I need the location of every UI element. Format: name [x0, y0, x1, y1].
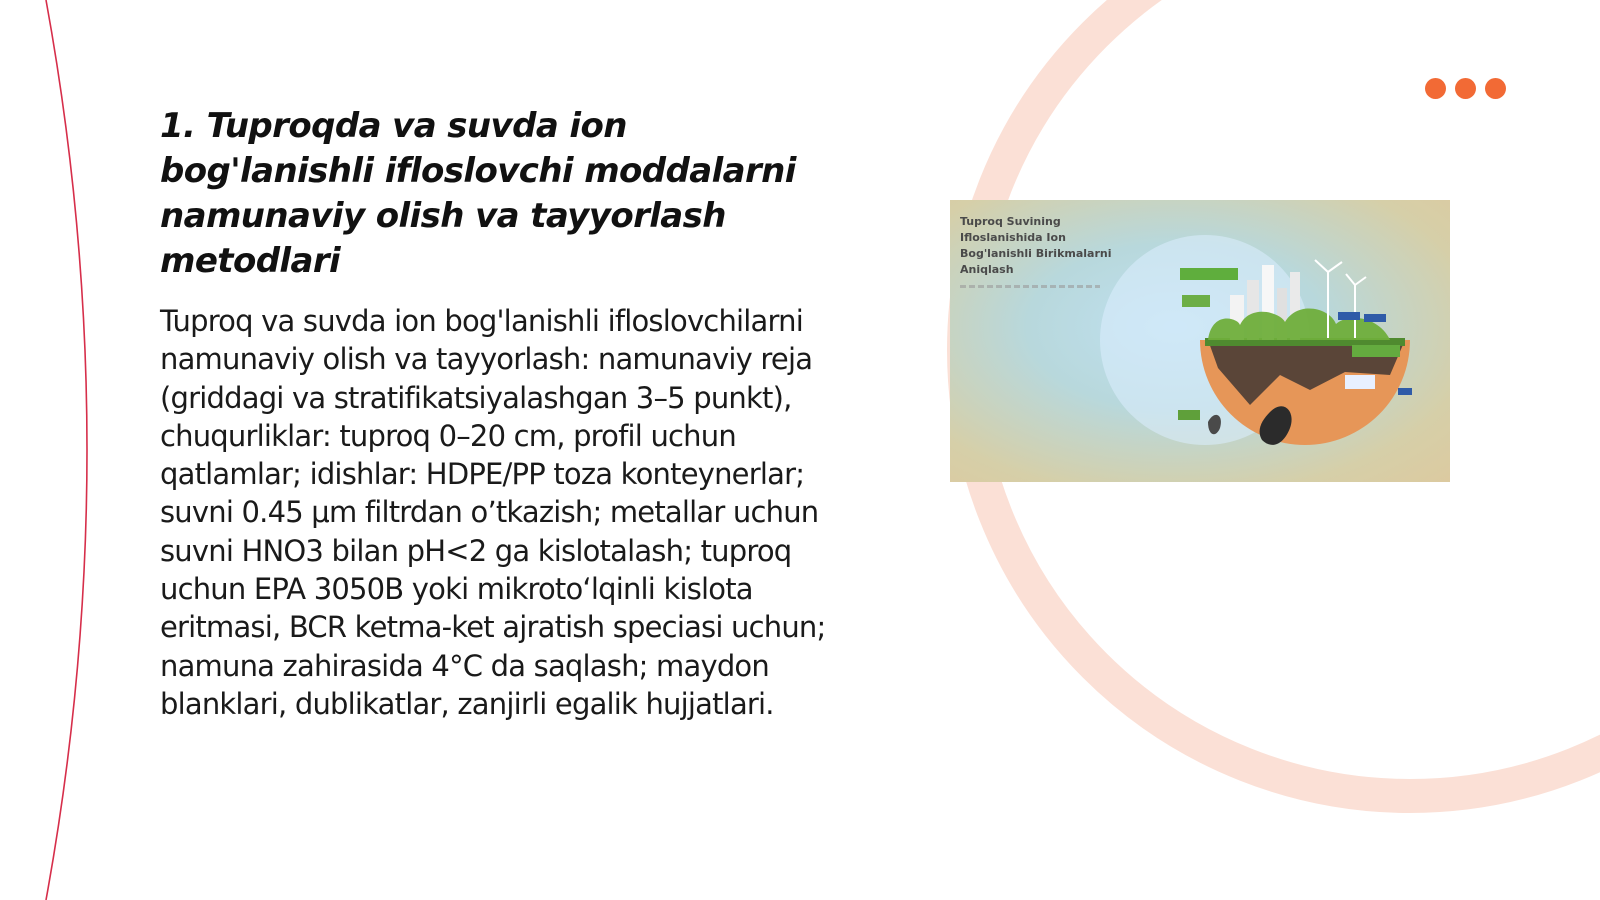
- slide-title: 1. Tuproqda va suvda ion bog'lanishli ifloslovchi moddalarni namunaviy olish va tayyorlash metodlari: [160, 106, 796, 281]
- left-curve-line: [46, 0, 87, 900]
- soil-water-illustration-icon: [950, 200, 1450, 482]
- dot: [1455, 78, 1476, 99]
- dot: [1485, 78, 1506, 99]
- dot: [1425, 78, 1446, 99]
- slide-body-text: Tuproq va suvda ion bog'lanishli ifloslovchilarni namunaviy olish va tayyorlash: namunaviy reja (griddagi va stratifikatsiyalashgan 3–5 punkt), chuqurliklar: tuproq 0–20 cm, profil uchun qatlamlar; idishlar: HDPE/PP toza konteynerlar; suvni 0.45 μm filtrdan o’tkazish; metallar uchun suvni HNO3 bilan pH<2 ga kislotalash; tuproq uchun EPA 3050B yoki mikroto‘lqinli kislota eritmasi, BCR ketma-ket ajratish speciasi uchun; namuna zahirasida 4°C da saqlash; maydon blanklari, dublikatlar, zanjirli egalik hujjatlari.: [160, 304, 826, 721]
- thumbnail-title: Tuproq Suvining Ifloslanishida Ion Bog'lanishli Birikmalarni Aniqlash: [960, 215, 1112, 276]
- thumbnail-image: [950, 200, 1450, 482]
- more-options-dots: [1425, 78, 1506, 99]
